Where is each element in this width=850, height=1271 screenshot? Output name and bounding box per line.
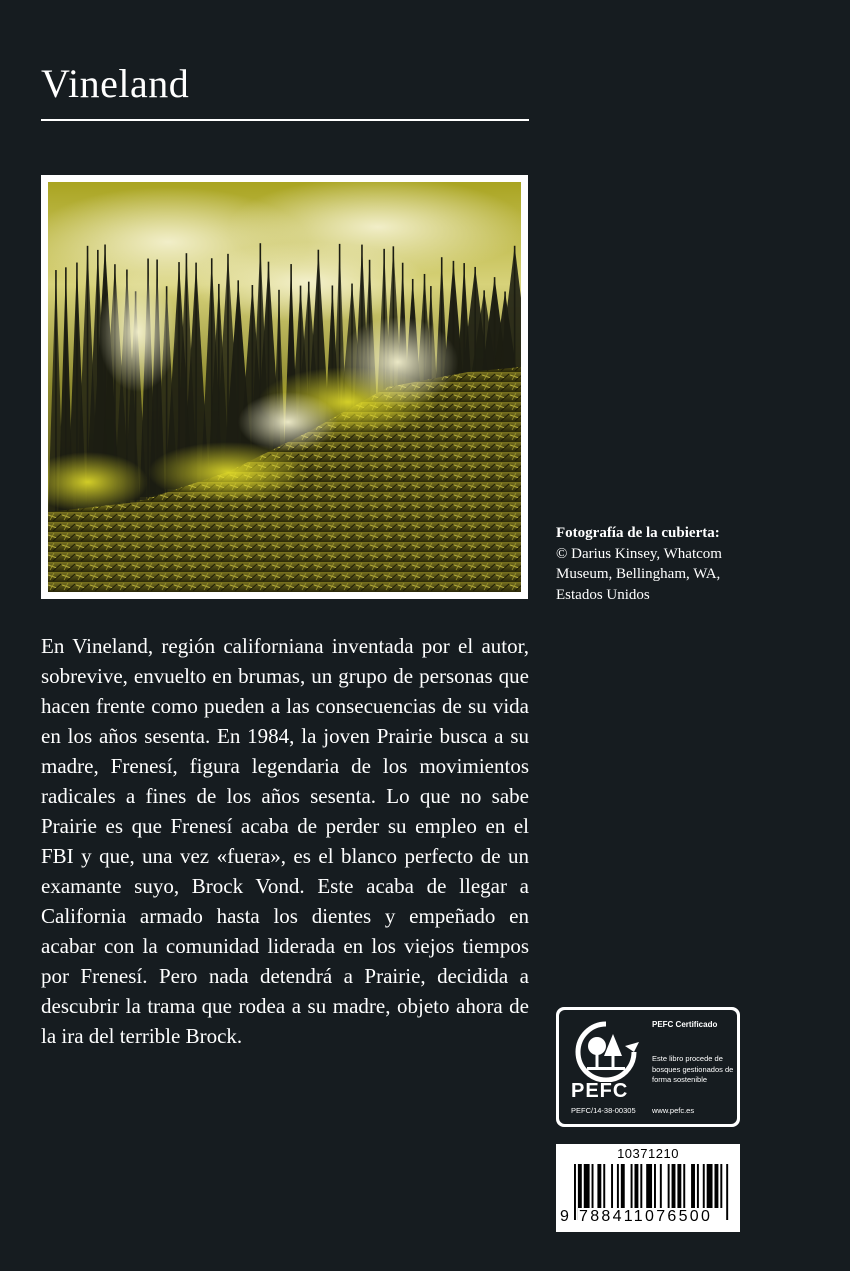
pefc-trees-icon bbox=[573, 1020, 639, 1082]
credit-line: Museum, Bellingham, WA, bbox=[556, 566, 721, 582]
credit-line: © Darius Kinsey, Whatcom bbox=[556, 545, 722, 562]
book-synopsis: En Vineland, región californiana inventada por el autor, sobrevive, envuelto en brumas, un grupo de personas que hacen frente como pueden a las consecuencias de su vida en los años sesenta. En 1984, la joven Prairie busca a su madre, Frenesí, figura legendaria de los movimientos radicales a fines de los años sesenta. Lo que no sabe Prairie es que Frenesí acaba de perder su empleo en el FBI y que, una vez «fuera», es el blanco perfecto de un examante suyo, Brock Vond. Este acaba de llegar a California armado hasta los dientes y empeñado en acabar con la comunidad liderada en los viejos tiempos por Frenesí. Pero nada detendrá a Prairie, decidida a descubrir la trama que rodea a su madre, objeto ahora de la ira del terrible Brock. bbox=[41, 634, 529, 1048]
book-title: Vineland bbox=[41, 61, 190, 106]
isbn-barcode bbox=[556, 1144, 740, 1232]
cover-photo-frame bbox=[41, 175, 528, 599]
pefc-website: www.pefc.es bbox=[652, 1106, 695, 1115]
barcode-digits: 788411076500 bbox=[579, 1208, 713, 1225]
barcode-first-digit: 9 bbox=[560, 1208, 569, 1225]
pefc-description: Este libro procede de bosques gestionados de forma sostenible bbox=[652, 1054, 734, 1084]
credit-heading: Fotografía de la cubierta: bbox=[556, 525, 720, 541]
credit-line: Estados Unidos bbox=[556, 586, 650, 603]
barcode-reference-number: 10371210 bbox=[617, 1146, 679, 1161]
title-underline bbox=[41, 119, 529, 121]
pefc-license-code: PEFC/14-38-00305 bbox=[571, 1106, 636, 1115]
forest-fire-photo bbox=[48, 182, 521, 592]
pefc-heading: PEFC Certificado bbox=[652, 1020, 718, 1029]
pefc-logo-text: PEFC bbox=[571, 1080, 629, 1102]
cover-photo-credit bbox=[556, 523, 756, 605]
pefc-certification-badge bbox=[556, 1007, 740, 1127]
